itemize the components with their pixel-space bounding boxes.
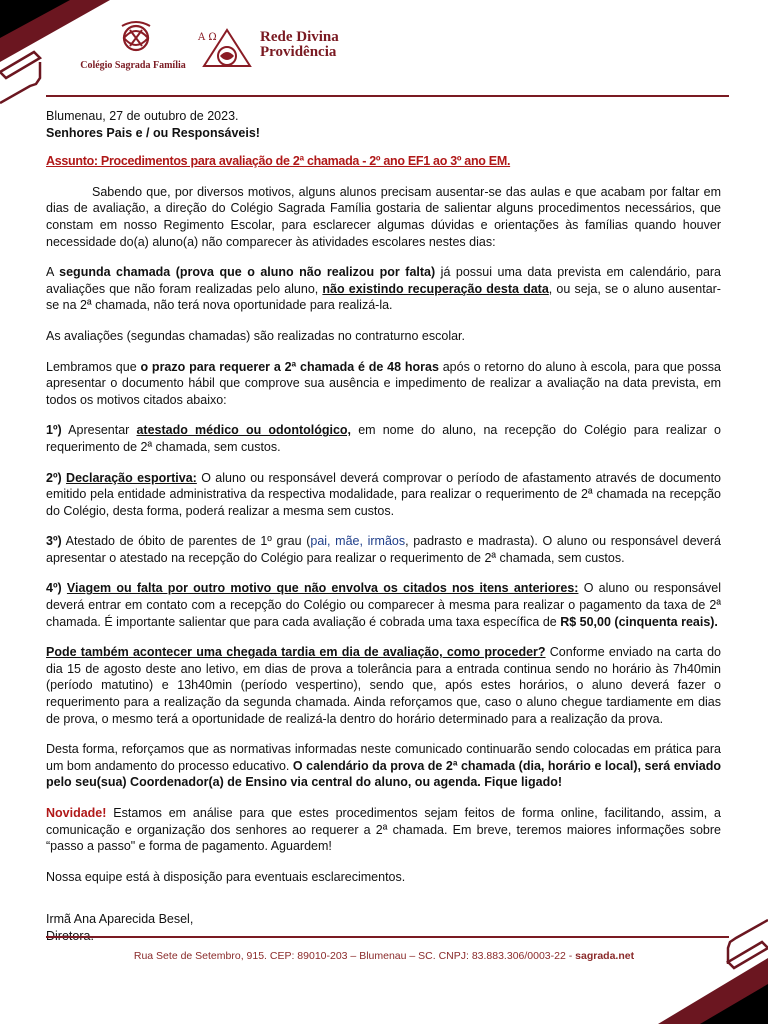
paragraph-late-arrival: Pode também acontecer uma chegada tardia em dia de avaliação, como proceder? Conforme enviado na carta do dia 15 de agosto deste ano letivo, em dias de prova a tolerância para a entrada continua sendo no horário às 7h40min (período matutino) e 13h40min (período vespertino), sendo que, após estes horários, o aluno deverá fazer o requerimento para a realização da segunda chamada. Ainda reforçamos que, caso o aluno chegue tardiamente em dias de prova, o mesmo terá a oportunidade de realizá-la dentro do horário determinado para a realização da prova. [46,645,721,726]
letter-body [46,108,721,945]
subject-line: Assunto: Procedimentos para avaliação de 2ª chamada - 2º ano EF1 ao 3º ano EM. [46,154,511,169]
colegio-sagrada-familia-logo [78,18,188,78]
footer-divider [46,936,729,938]
alpha-omega-glyphs: A Ω [198,32,217,43]
rdp-logo-label: Rede Divina Providência [260,29,339,60]
footer-address: Rua Sete de Setembro, 915. CEP: 89010-203 – Blumenau – SC. CNPJ: 83.883.306/0003-22 - sagrada.net [133,950,635,962]
list-item-2: 2º) Declaração esportiva: O aluno ou responsável deverá comprovar o período de afastamento através de documento emitido pela entidade administrativa da respectiva modalidade, para realizar o requerimento de 2ª chamada na recepção do Colégio, desta forma, poderá realizar a mesma sem custos. [46,470,722,518]
csf-logo-label: Colégio Sagrada Família [80,60,186,71]
paragraph-deadline: Lembramos que o prazo para requerer a 2ª chamada é de 48 horas após o retorno do aluno à escola, para que possa apresentar o documento hábil que comprove sua ausência e impedimento de realizar a avaliação na data prevista, em todos os motivos citados abaixo: [46,359,721,407]
list-item-4: 4º) Viagem ou falta por outro motivo que não envolva os citados nos itens anteriores: O aluno ou responsável deverá entrar em contato com a recepção do Colégio ou comparecer à mesma para realizar o pagamento da taxa de 2ª chamada. É importante salientar que para cada avaliação é cobrada uma taxa específica de R$ 50,00 (cinquenta reais). [46,581,721,629]
csf-crest-icon [78,18,188,60]
paragraph-calendar: Desta forma, reforçamos que as normativas informadas neste comunicado continuarão sendo colocadas em prática para um bom andamento do processo educativo. O calendário da prova de 2ª chamada (dia, horário e local), será enviado pelo seu(sua) Coordenador(a) de Ensino via central do aluno, ou agenda. Fique ligado! [46,742,721,790]
paragraph-contraturno: As avaliações (segundas chamadas) são realizadas no contraturno escolar. [46,328,465,343]
date-line: Blumenau, 27 de outubro de 2023. [46,109,239,123]
signer-name: Irmã Ana Aparecida Besel, [46,912,194,927]
header-divider [46,95,729,97]
rede-divina-providencia-logo [196,26,376,76]
paragraph-novidade: Novidade! Estamos em análise para que estes procedimentos sejam feitos de forma online, facilitando, assim, a comunicação e organização dos senhores ao requerer a 2ª chamada. Em breve, teremos maiores informações sobre “passo a passo" e forma de pagamento. Aguardem! [46,806,721,854]
rdp-emblem-icon [196,26,258,72]
footer-website-link[interactable]: sagrada.net [575,950,635,962]
paragraph-second-call: A segunda chamada (prova que o aluno não realizou por falta) já possui uma data prevista em calendário, para avaliações que não foram realizadas pelo aluno, não existindo recuperação desta data, ou seja, se o aluno ausentar-se na 2ª chamada, não terá nova oportunidade para realizá-la. [46,265,722,313]
corner-decoration-bottom-right [648,900,768,1024]
paragraph-closing: Nossa equipe está à disposição para eventuais esclarecimentos. [46,869,406,884]
salutation: Senhores Pais e / ou Responsáveis! [46,125,260,140]
paragraph-intro: Sabendo que, por diversos motivos, alguns alunos precisam ausentar-se das aulas e que acabam por faltar em dias de avaliação, a direção do Colégio Sagrada Família gostaria de salientar alguns procedimentos necessários, que constam em nosso Regimento Escolar, para esclarecer algumas dúvidas e orientações às famílias quando houver necessidade do(a) aluno(a) não comparecer às atividades escolares nestes dias: [46,184,721,249]
list-item-1: 1º) Apresentar atestado médico ou odontológico, em nome do aluno, na recepção do Colégio para realizar o requerimento de 2ª chamada, sem custos. [46,423,721,454]
header-logos [78,18,378,78]
list-item-3: 3º) Atestado de óbito de parentes de 1º grau (pai, mãe, irmãos, padrasto e madrasta). O aluno ou responsável deverá apresentar o atestado na recepção do Colégio para realizar o requerimento de 2ª chamada, sem custos. [46,534,721,565]
